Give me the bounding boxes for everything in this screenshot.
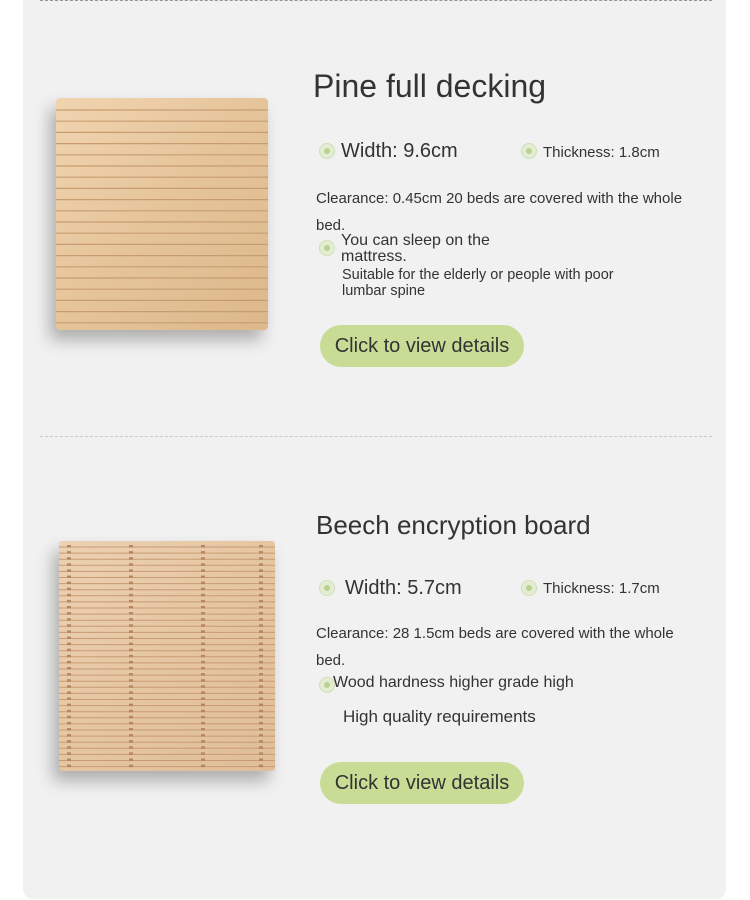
view-details-button[interactable]: Click to view details (320, 325, 524, 367)
bullet-icon (521, 580, 537, 596)
width-spec: Width: 9.6cm (341, 140, 458, 162)
feature-text: Wood hardness higher grade high (333, 674, 574, 691)
bullet-icon (319, 580, 335, 596)
pine-decking-board-image (56, 98, 268, 330)
feature-subtext: High quality requirements (343, 707, 536, 726)
beech-encryption-board-image (59, 541, 275, 771)
thickness-spec: Thickness: 1.8cm (543, 144, 660, 161)
clearance-text: Clearance: 0.45cm 20 beds are covered with the whole bed. (316, 190, 683, 234)
bullet-icon (319, 143, 335, 159)
bullet-icon (521, 143, 537, 159)
product-title: Pine full decking (313, 68, 547, 104)
width-spec: Width: 5.7cm (345, 577, 462, 599)
divider-middle (40, 436, 712, 437)
clearance-text: Clearance: 28 1.5cm beds are covered with the whole bed. (316, 625, 674, 669)
divider-top (40, 0, 712, 1)
thickness-spec: Thickness: 1.7cm (543, 580, 660, 597)
feature-text: You can sleep on the mattress. (341, 232, 490, 265)
bullet-icon (319, 240, 335, 256)
view-details-button[interactable]: Click to view details (320, 762, 524, 804)
product-title: Beech encryption board (316, 510, 591, 540)
feature-subtext: Suitable for the elderly or people with poor lumbar spine (342, 267, 614, 299)
